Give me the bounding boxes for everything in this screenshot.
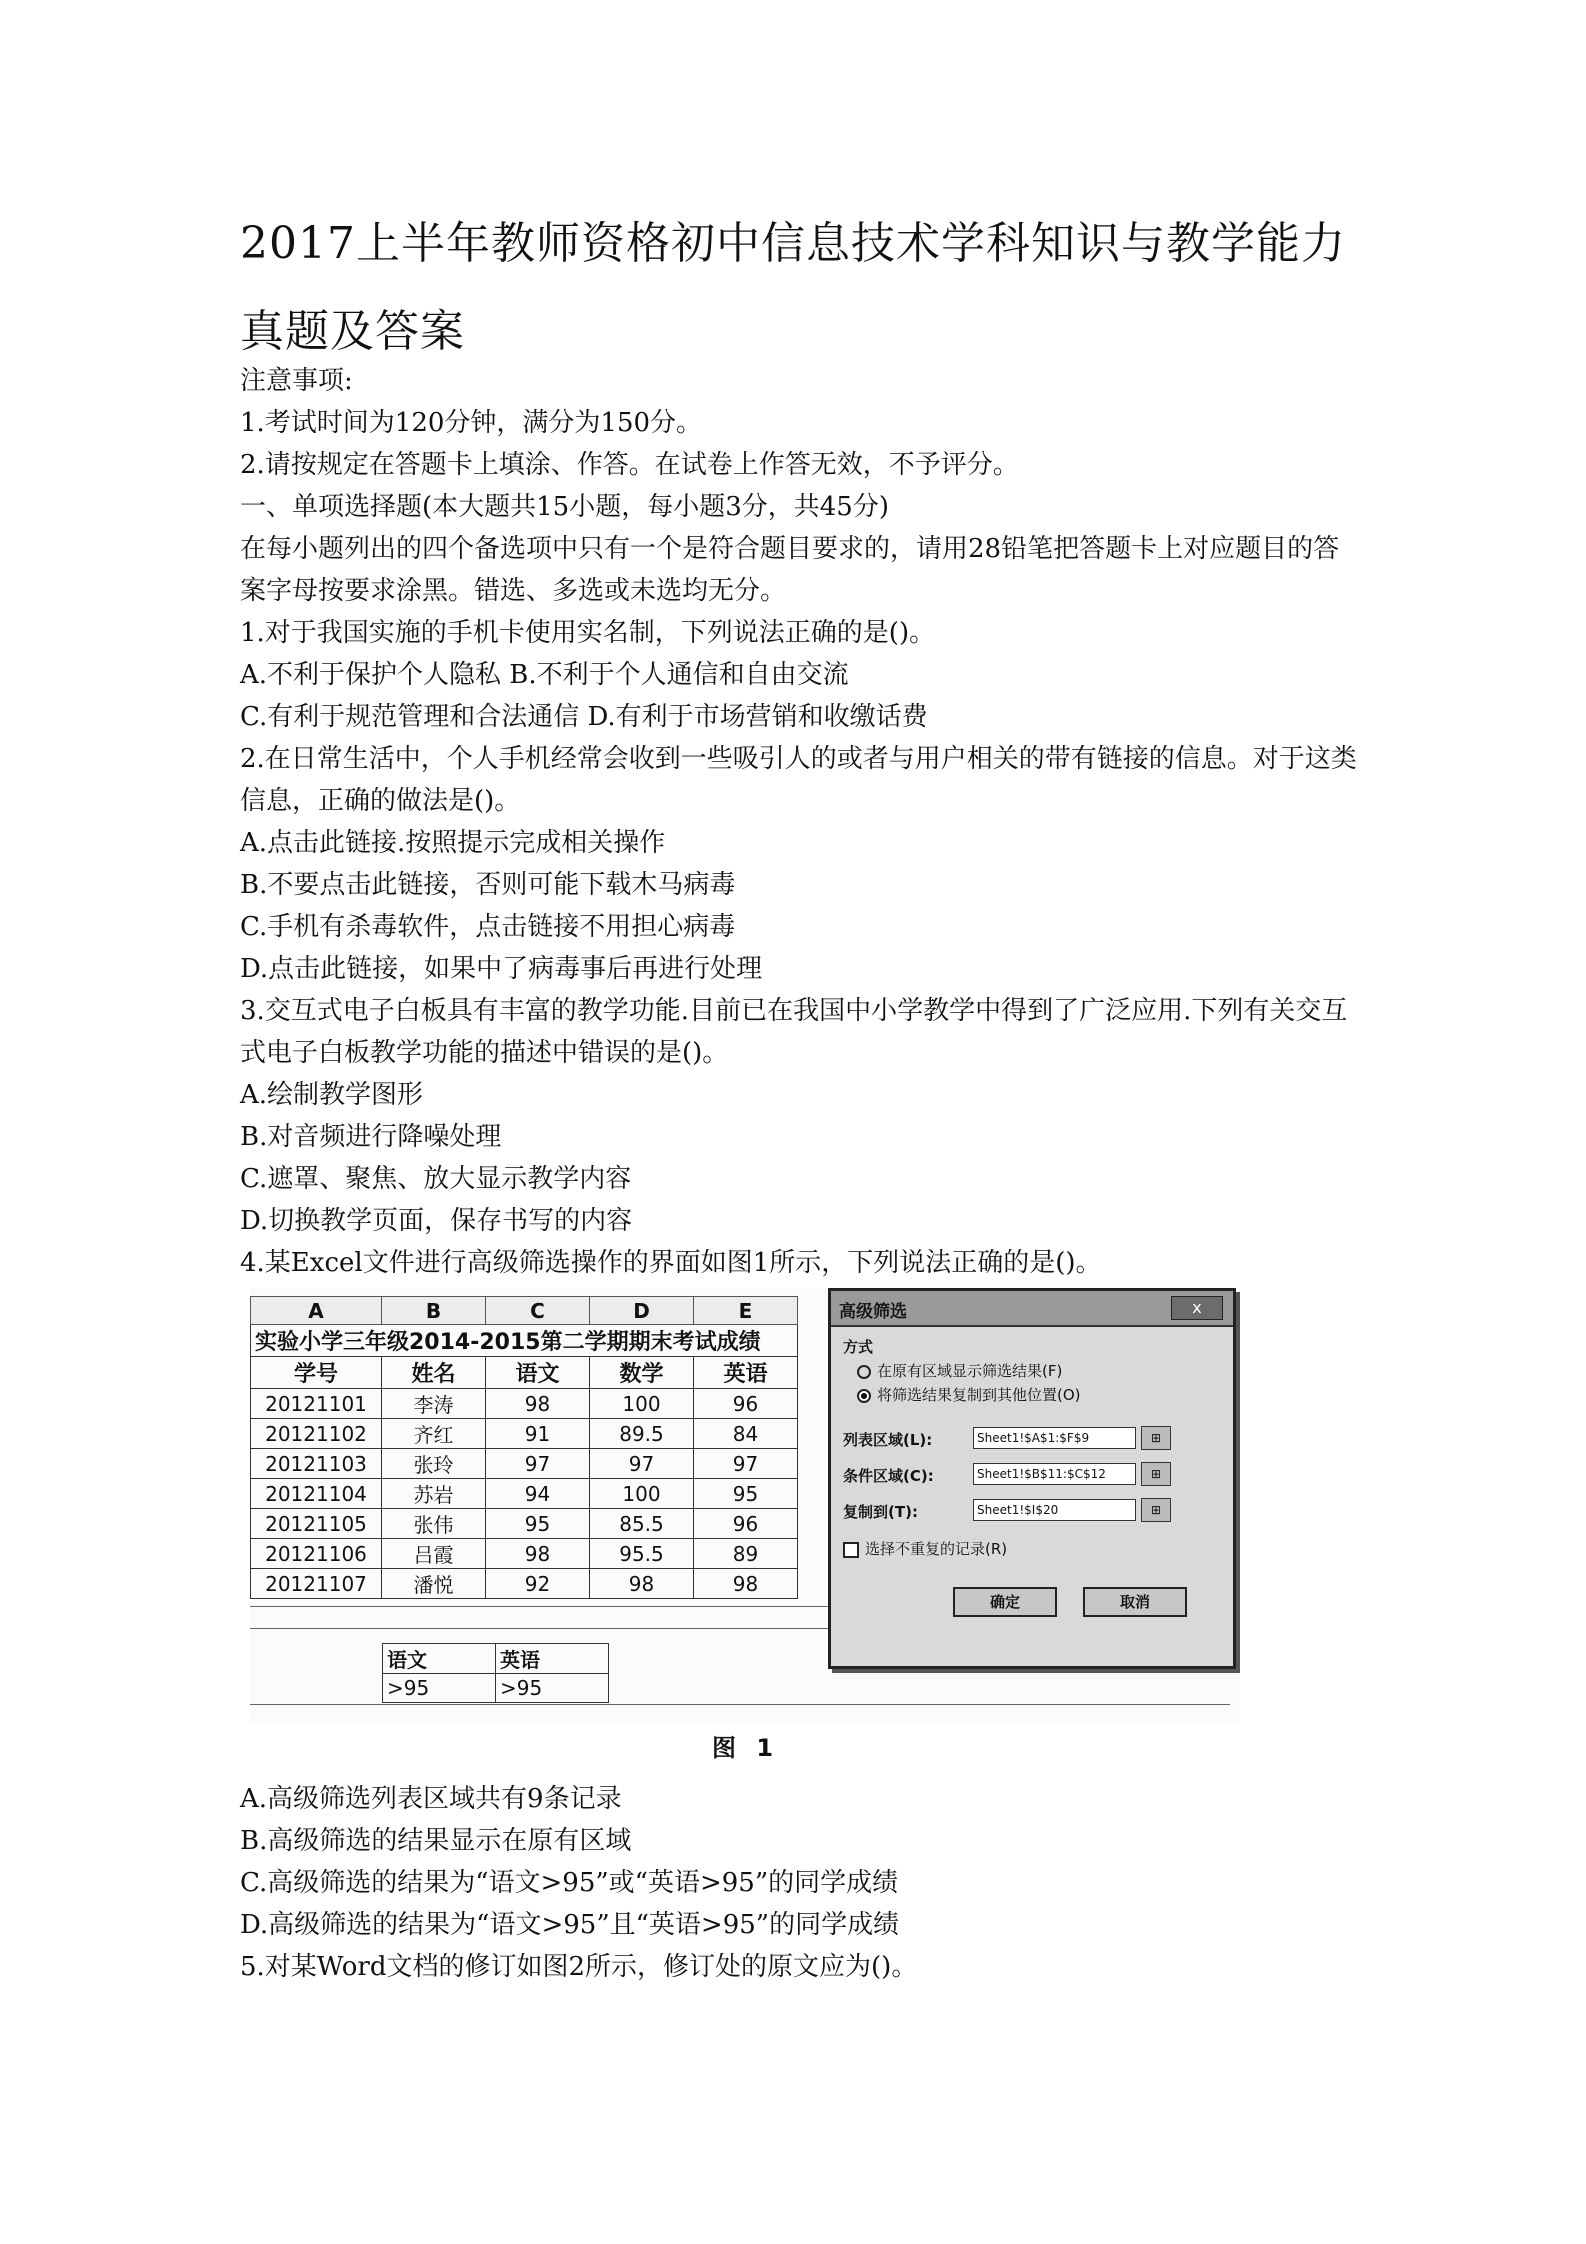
table-cell: 84 (694, 1419, 798, 1449)
document-body-continued (240, 1778, 1360, 1988)
ok-button[interactable]: 确定 (953, 1587, 1057, 1617)
q3-option-c: C.遮罩、聚焦、放大显示教学内容 (240, 1164, 632, 1194)
table-cell: 李涛 (382, 1389, 486, 1419)
table-cell: 20121103 (251, 1449, 382, 1479)
option-copy-to[interactable] (843, 1383, 1221, 1407)
table-cell: 张玲 (382, 1449, 486, 1479)
table-cell: 20121102 (251, 1419, 382, 1449)
dialog-titlebar (831, 1291, 1233, 1327)
list-range-input[interactable]: Sheet1!$A$1:$F$9 (973, 1427, 1136, 1449)
table-cell: 97 (694, 1449, 798, 1479)
q4-option-a: A.高级筛选列表区域共有9条记录 (240, 1784, 622, 1814)
table-cell: 100 (590, 1389, 694, 1419)
q5-stem: 5.对某Word文档的修订如图2所示，修订处的原文应为()。 (240, 1952, 918, 1982)
table-cell: 92 (486, 1569, 590, 1599)
q1-stem: 1.对于我国实施的手机卡使用实名制，下列说法正确的是()。 (240, 618, 936, 648)
list-range-label: 列表区域(L): (843, 1431, 933, 1449)
q2-option-a: A.点击此链接.按照提示完成相关操作 (240, 828, 666, 858)
table-cell: 张伟 (382, 1509, 486, 1539)
q1-options-cd: C.有利于规范管理和合法通信 D.有利于市场营销和收缴话费 (240, 702, 928, 732)
range-picker-icon[interactable]: ⊞ (1141, 1426, 1171, 1450)
option-in-place-label: 在原有区域显示筛选结果(F) (877, 1362, 1063, 1380)
table-cell: 100 (590, 1479, 694, 1509)
table-cell: 97 (590, 1449, 694, 1479)
table-cell: 85.5 (590, 1509, 694, 1539)
sheet-title: 实验小学三年级2014-2015第二学期期末考试成绩 (251, 1325, 798, 1357)
radio-icon[interactable] (857, 1365, 871, 1379)
radio-selected-icon[interactable] (857, 1389, 871, 1403)
q2-option-d: D.点击此链接，如果中了病毒事后再进行处理 (240, 954, 763, 984)
table-cell: 齐红 (382, 1419, 486, 1449)
table-cell: 98 (694, 1569, 798, 1599)
column-header-row (251, 1297, 798, 1325)
copy-to-label: 复制到(T): (843, 1503, 918, 1521)
notice-heading: 注意事项: (240, 366, 353, 396)
table-row (251, 1449, 798, 1479)
q2-option-c: C.手机有杀毒软件，点击链接不用担心病毒 (240, 912, 736, 942)
criteria-range (382, 1643, 609, 1703)
option-copy-to-label: 将筛选结果复制到其他位置(O) (877, 1386, 1081, 1404)
table-cell: 91 (486, 1419, 590, 1449)
table-cell: 20121105 (251, 1509, 382, 1539)
document-title: 2017上半年教师资格初中信息技术学科知识与教学能力真题及答案 (240, 218, 1346, 357)
column-header: D (590, 1297, 694, 1325)
q3-option-d: D.切换教学页面，保存书写的内容 (240, 1206, 633, 1236)
column-header: E (694, 1297, 798, 1325)
table-cell: 苏岩 (382, 1479, 486, 1509)
table-cell: 20121104 (251, 1479, 382, 1509)
table-header: 语文 (486, 1357, 590, 1389)
table-row (251, 1479, 798, 1509)
section-heading: 一、单项选择题(本大题共15小题，每小题3分，共45分) (240, 492, 889, 522)
criteria-range-label: 条件区域(C): (843, 1467, 934, 1485)
table-row (251, 1419, 798, 1449)
table-cell: 20121106 (251, 1539, 382, 1569)
q2-option-b: B.不要点击此链接，否则可能下载木马病毒 (240, 870, 736, 900)
grid-line (250, 1628, 828, 1629)
table-cell: 20121101 (251, 1389, 382, 1419)
grid-line (250, 1606, 828, 1607)
criteria-header: 英语 (496, 1644, 609, 1674)
table-row (251, 1389, 798, 1419)
instruction-text: 在每小题列出的四个备选项中只有一个是符合题目要求的，请用28铅笔把答题卡上对应题目的答案字母按要求涂黑。错选、多选或未选均无分。 (240, 534, 1340, 606)
q1-options-ab: A.不利于保护个人隐私 B.不利于个人通信和自由交流 (240, 660, 849, 690)
dialog-title: 高级筛选 (839, 1302, 907, 1322)
range-picker-icon[interactable]: ⊞ (1141, 1462, 1171, 1486)
table-header-row (251, 1357, 798, 1389)
table-cell: 吕霞 (382, 1539, 486, 1569)
q3-option-b: B.对音频进行降噪处理 (240, 1122, 502, 1152)
table-cell: 20121107 (251, 1569, 382, 1599)
notice-item-1: 1.考试时间为120分钟，满分为150分。 (240, 408, 703, 438)
column-header: B (382, 1297, 486, 1325)
criteria-value: >95 (383, 1674, 496, 1703)
q4-option-b: B.高级筛选的结果显示在原有区域 (240, 1826, 632, 1856)
notice-item-2: 2.请按规定在答题卡上填涂、作答。在试卷上作答无效，不予评分。 (240, 450, 1019, 480)
close-button[interactable]: x (1171, 1296, 1223, 1320)
column-header: A (251, 1297, 382, 1325)
table-row (251, 1509, 798, 1539)
q4-option-c: C.高级筛选的结果为“语文>95”或“英语>95”的同学成绩 (240, 1868, 899, 1898)
cancel-button[interactable]: 取消 (1083, 1587, 1187, 1617)
list-range-row (843, 1425, 1221, 1455)
copy-to-input[interactable]: Sheet1!$I$20 (973, 1499, 1136, 1521)
table-cell: 96 (694, 1389, 798, 1419)
column-header: C (486, 1297, 590, 1325)
grid-line (250, 1704, 1230, 1705)
table-cell: 89 (694, 1539, 798, 1569)
unique-records-label: 选择不重复的记录(R) (865, 1540, 1008, 1558)
table-row (251, 1569, 798, 1599)
advanced-filter-dialog (828, 1288, 1236, 1669)
table-cell: 94 (486, 1479, 590, 1509)
sheet-title-row (251, 1325, 798, 1357)
table-cell: 95.5 (590, 1539, 694, 1569)
table-cell: 98 (590, 1569, 694, 1599)
dialog-body (843, 1335, 1221, 1617)
option-in-place[interactable] (843, 1359, 1221, 1383)
criteria-header: 语文 (383, 1644, 496, 1674)
checkbox-icon[interactable] (843, 1542, 859, 1558)
q2-stem: 2.在日常生活中，个人手机经常会收到一些吸引人的或者与用户相关的带有链接的信息。对于这类信息，正确的做法是()。 (240, 744, 1357, 816)
copy-to-row (843, 1497, 1221, 1527)
table-header: 姓名 (382, 1357, 486, 1389)
table-header: 英语 (694, 1357, 798, 1389)
table-header: 学号 (251, 1357, 382, 1389)
spreadsheet (250, 1296, 798, 1599)
criteria-value: >95 (496, 1674, 609, 1703)
table-cell: 89.5 (590, 1419, 694, 1449)
mode-section-label: 方式 (843, 1338, 874, 1356)
document-body (240, 360, 1360, 1284)
table-cell: 97 (486, 1449, 590, 1479)
table-row (251, 1539, 798, 1569)
q4-option-d: D.高级筛选的结果为“语文>95”且“英语>95”的同学成绩 (240, 1910, 900, 1940)
q3-option-a: A.绘制教学图形 (240, 1080, 424, 1110)
table-cell: 95 (486, 1509, 590, 1539)
table-cell: 95 (694, 1479, 798, 1509)
figure-1 (250, 1288, 1240, 1723)
q3-stem: 3.交互式电子白板具有丰富的教学功能.目前已在我国中小学教学中得到了广泛应用.下列有关交互式电子白板教学功能的描述中错误的是()。 (240, 996, 1348, 1068)
criteria-range-input[interactable]: Sheet1!$B$11:$C$12 (973, 1463, 1136, 1485)
unique-records-row[interactable] (843, 1537, 1221, 1561)
table-cell: 98 (486, 1539, 590, 1569)
range-picker-icon[interactable]: ⊞ (1141, 1498, 1171, 1522)
table-header: 数学 (590, 1357, 694, 1389)
dialog-buttons (843, 1587, 1221, 1617)
q4-stem: 4.某Excel文件进行高级筛选操作的界面如图1所示，下列说法正确的是()。 (240, 1248, 1102, 1278)
figure-caption: 图 1 (712, 1734, 780, 1762)
table-cell: 96 (694, 1509, 798, 1539)
criteria-range-row (843, 1461, 1221, 1491)
table-cell: 98 (486, 1389, 590, 1419)
table-cell: 潘悦 (382, 1569, 486, 1599)
